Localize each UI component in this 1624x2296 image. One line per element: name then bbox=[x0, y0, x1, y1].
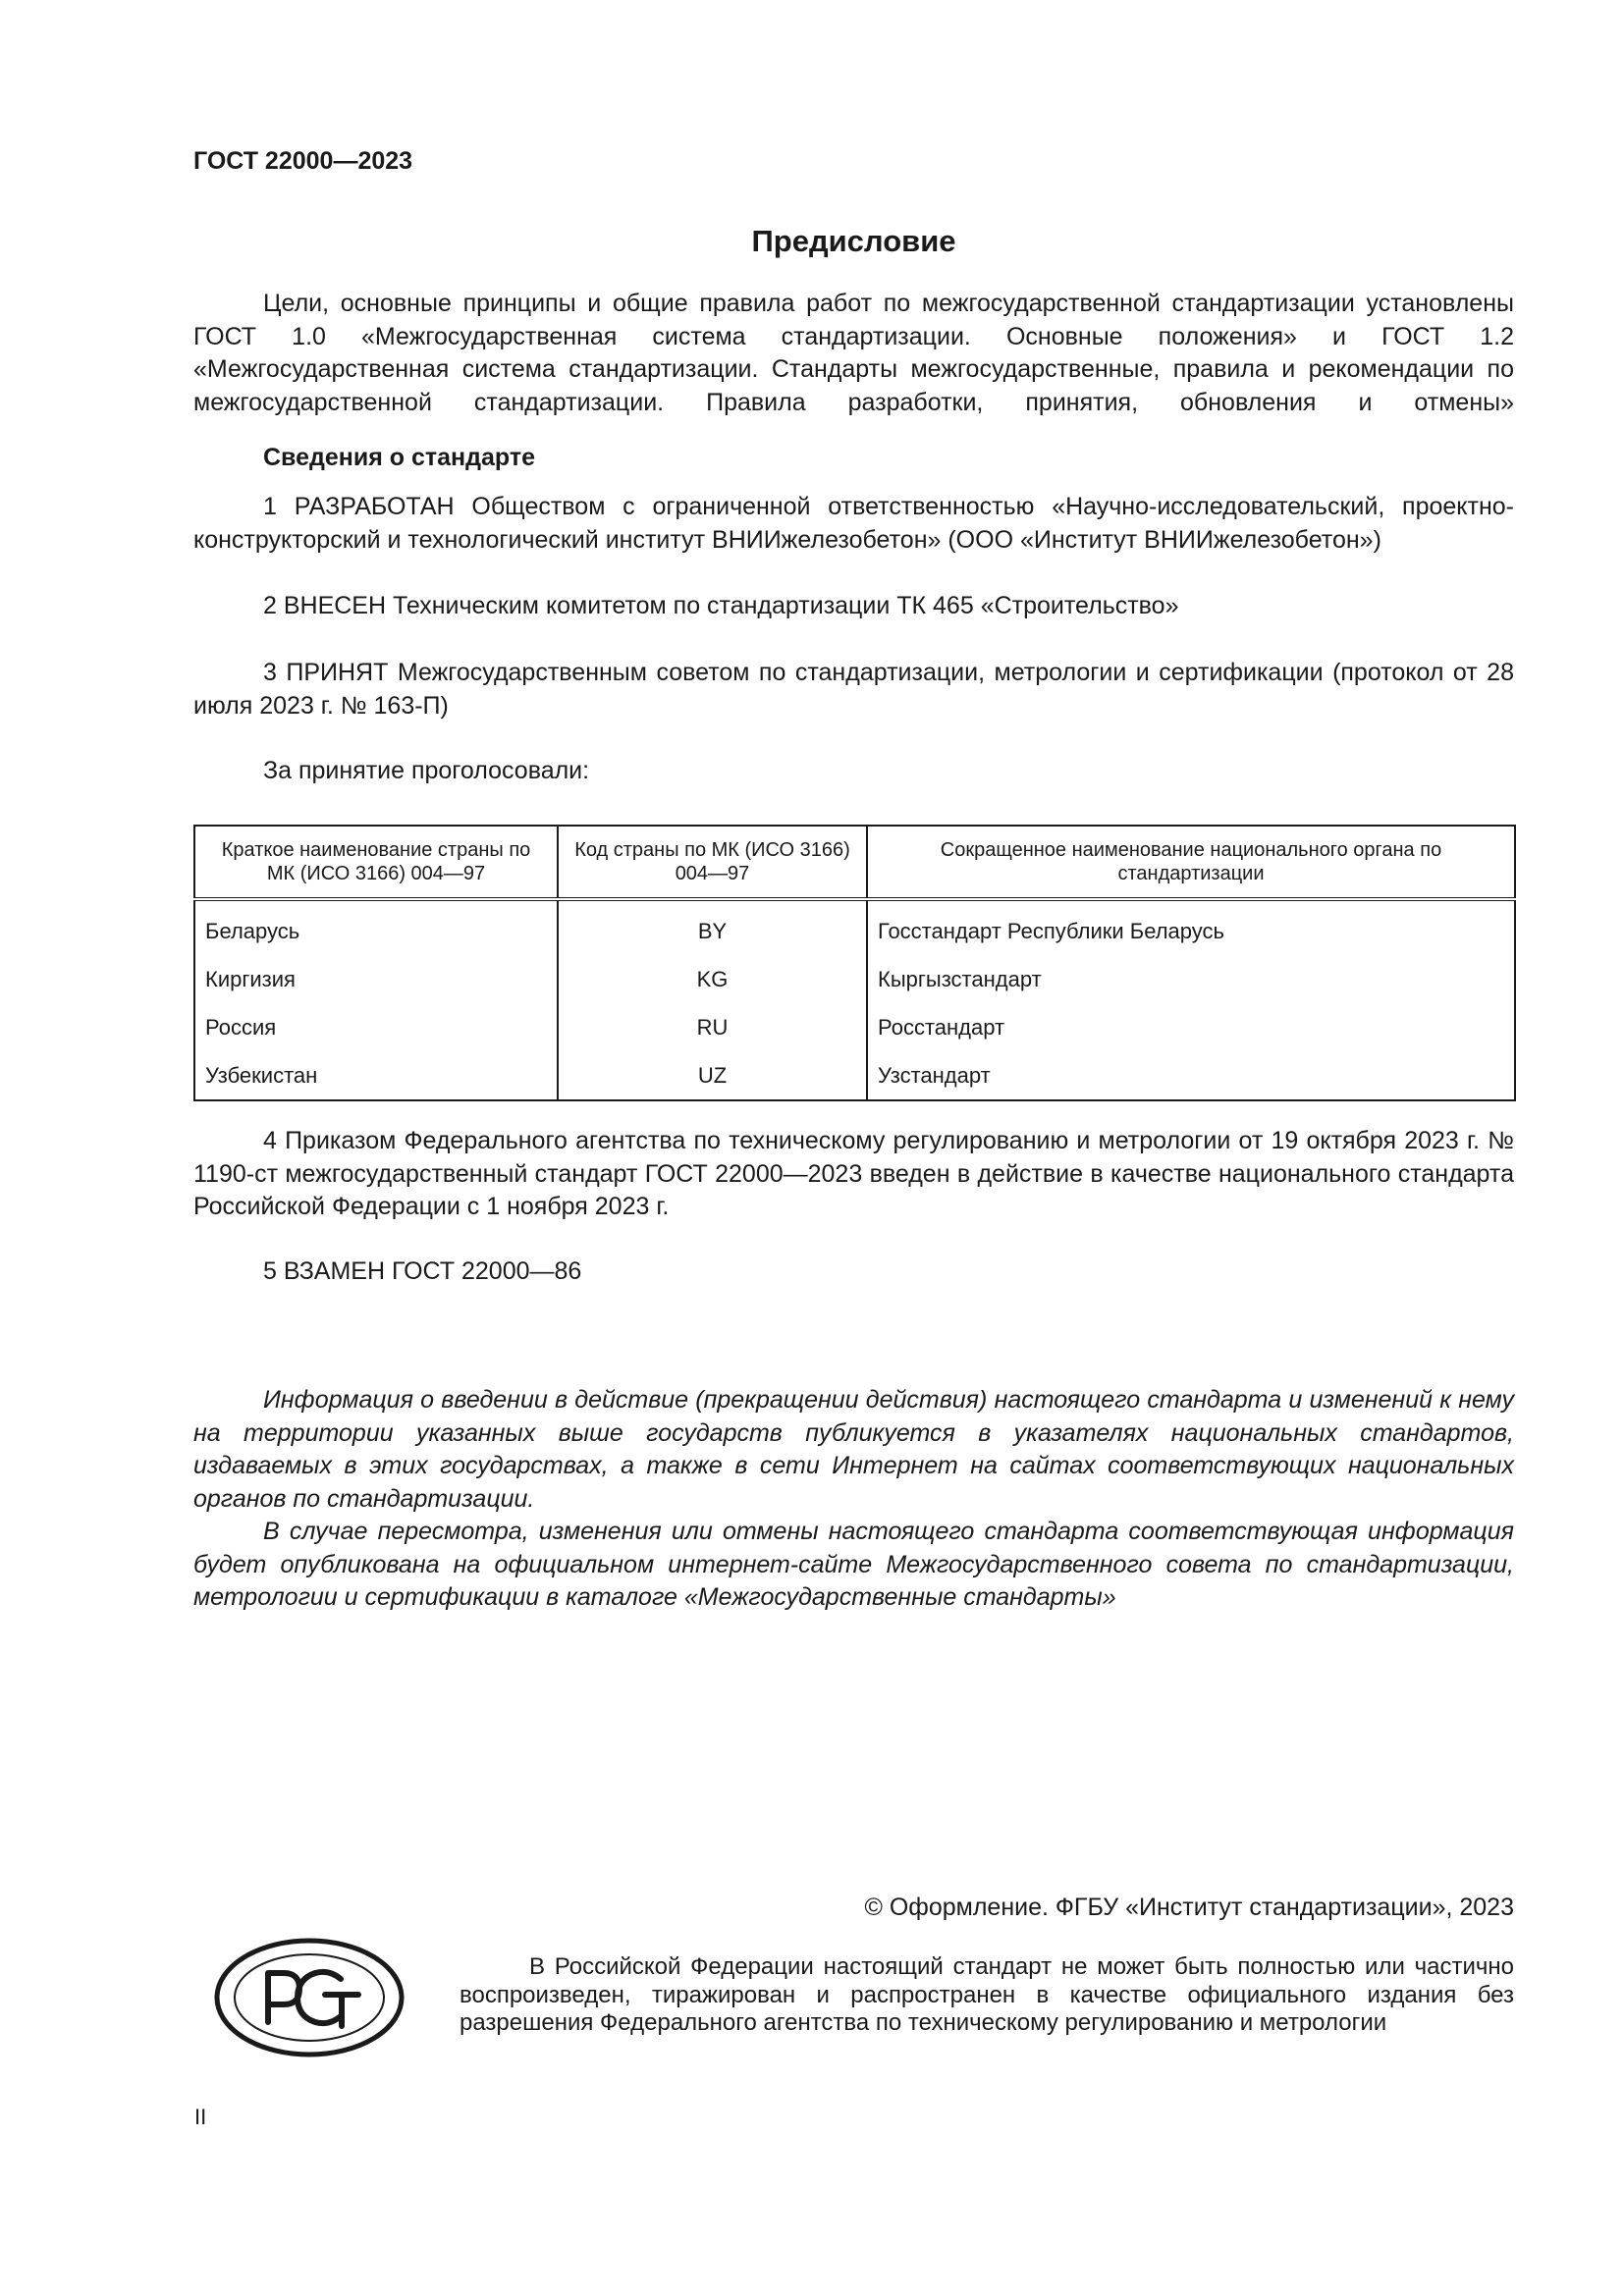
info-paragraph-1: Информация о введении в действие (прекращении действия) настоящего стандарта и изменений к нему на территории указанных выше государств публикуется в указателях национальных стандартов, издаваемых в этих государствах, а также в сети Интернет на сайтах соответствующих национальных органов по стандартизации. bbox=[193, 1386, 1514, 1513]
code-cell: UZ bbox=[558, 1051, 867, 1100]
code-cell: BY bbox=[558, 899, 867, 955]
table-header-row bbox=[194, 826, 1515, 899]
country-cell: Россия bbox=[205, 1014, 277, 1040]
page-title: Предисловие bbox=[751, 224, 956, 258]
item-5-paragraph: 5 ВЗАМЕН ГОСТ 22000—86 bbox=[263, 1257, 582, 1285]
body-cell: Госстандарт Республики Беларусь bbox=[867, 899, 1515, 955]
page-number: II bbox=[194, 2105, 207, 2129]
item-3-paragraph: 3 ПРИНЯТ Межгосударственным советом по стандартизации, метрологии и сертификации (протокол от 28 июля 2023 г. № 163-П) bbox=[193, 659, 1514, 720]
header-country-name: Краткое наименование страны по МК (ИСО 3166) 004—97 bbox=[194, 826, 558, 899]
body-cell: Росстандарт bbox=[867, 1003, 1515, 1051]
info-paragraph-2: В случае пересмотра, изменения или отмены настоящего стандарта соответствующая информация будет опубликована на официальном интернет-сайте Межгосударственного совета по стандартизации, метрологии и сертификации в каталоге «Межгосударственные стандарты» bbox=[193, 1518, 1514, 1611]
copyright-notice: В Российской Федерации настоящий стандарт не может быть полностью или частично воспроизведен, тиражирован и распространен в качестве официального издания без разрешения Федерального агентства по техническому регулированию и метрологии bbox=[460, 1953, 1514, 2036]
body-cell: Кыргызстандарт bbox=[867, 955, 1515, 1003]
code-cell: KG bbox=[558, 955, 867, 1003]
header-national-body: Сокращенное наименование национального органа по стандартизации bbox=[867, 826, 1515, 899]
body-cell: Узстандарт bbox=[867, 1051, 1515, 1100]
voted-intro: За принятие проголосовали: bbox=[263, 757, 590, 784]
table-row bbox=[194, 1003, 1515, 1051]
copyright-line: © Оформление. ФГБУ «Институт стандартизации», 2023 bbox=[864, 1894, 1514, 1921]
code-cell: RU bbox=[558, 1003, 867, 1051]
voting-table bbox=[193, 825, 1516, 1101]
item-1-paragraph: 1 РАЗРАБОТАН Обществом с ограниченной ответственностью «Научно-исследовательский, проектно-конструкторский и технологический институт ВНИИжелезобетон» (ООО «Институт ВНИИжелезобетон») bbox=[193, 493, 1514, 554]
intro-paragraph: Цели, основные принципы и общие правила работ по межгосударственной стандартизации установлены ГОСТ 1.0 «Межгосударственная система стандартизации. Основные положения» и ГОСТ 1.2 «Межгосударственная система стандартизации. Стандарты межгосударственные, правила и рекомендации по межгосударственной стандартизации. Правила разработки, принятия, обновления и отмены» bbox=[193, 290, 1514, 416]
country-cell: Узбекистан bbox=[205, 1062, 318, 1088]
table-row bbox=[194, 1051, 1515, 1100]
table-row bbox=[194, 899, 1515, 955]
document-page bbox=[193, 0, 1514, 2296]
section-heading: Сведения о стандарте bbox=[263, 444, 536, 471]
rst-conformity-mark-icon bbox=[211, 1934, 407, 2061]
country-cell: Беларусь bbox=[205, 918, 300, 943]
document-code: ГОСТ 22000—2023 bbox=[193, 147, 413, 175]
item-4-paragraph: 4 Приказом Федерального агентства по техническому регулированию и метрологии от 19 октября 2023 г. № 1190-ст межгосударственный стандарт ГОСТ 22000—2023 введен в действие в качестве национального стандарта Российской Федерации с 1 ноября 2023 г. bbox=[193, 1127, 1514, 1220]
country-cell: Киргизия bbox=[205, 966, 296, 991]
item-2-paragraph: 2 ВНЕСЕН Техническим комитетом по стандартизации ТК 465 «Строительство» bbox=[263, 592, 1179, 619]
table-row bbox=[194, 955, 1515, 1003]
header-country-code: Код страны по МК (ИСО 3166) 004—97 bbox=[558, 826, 867, 899]
